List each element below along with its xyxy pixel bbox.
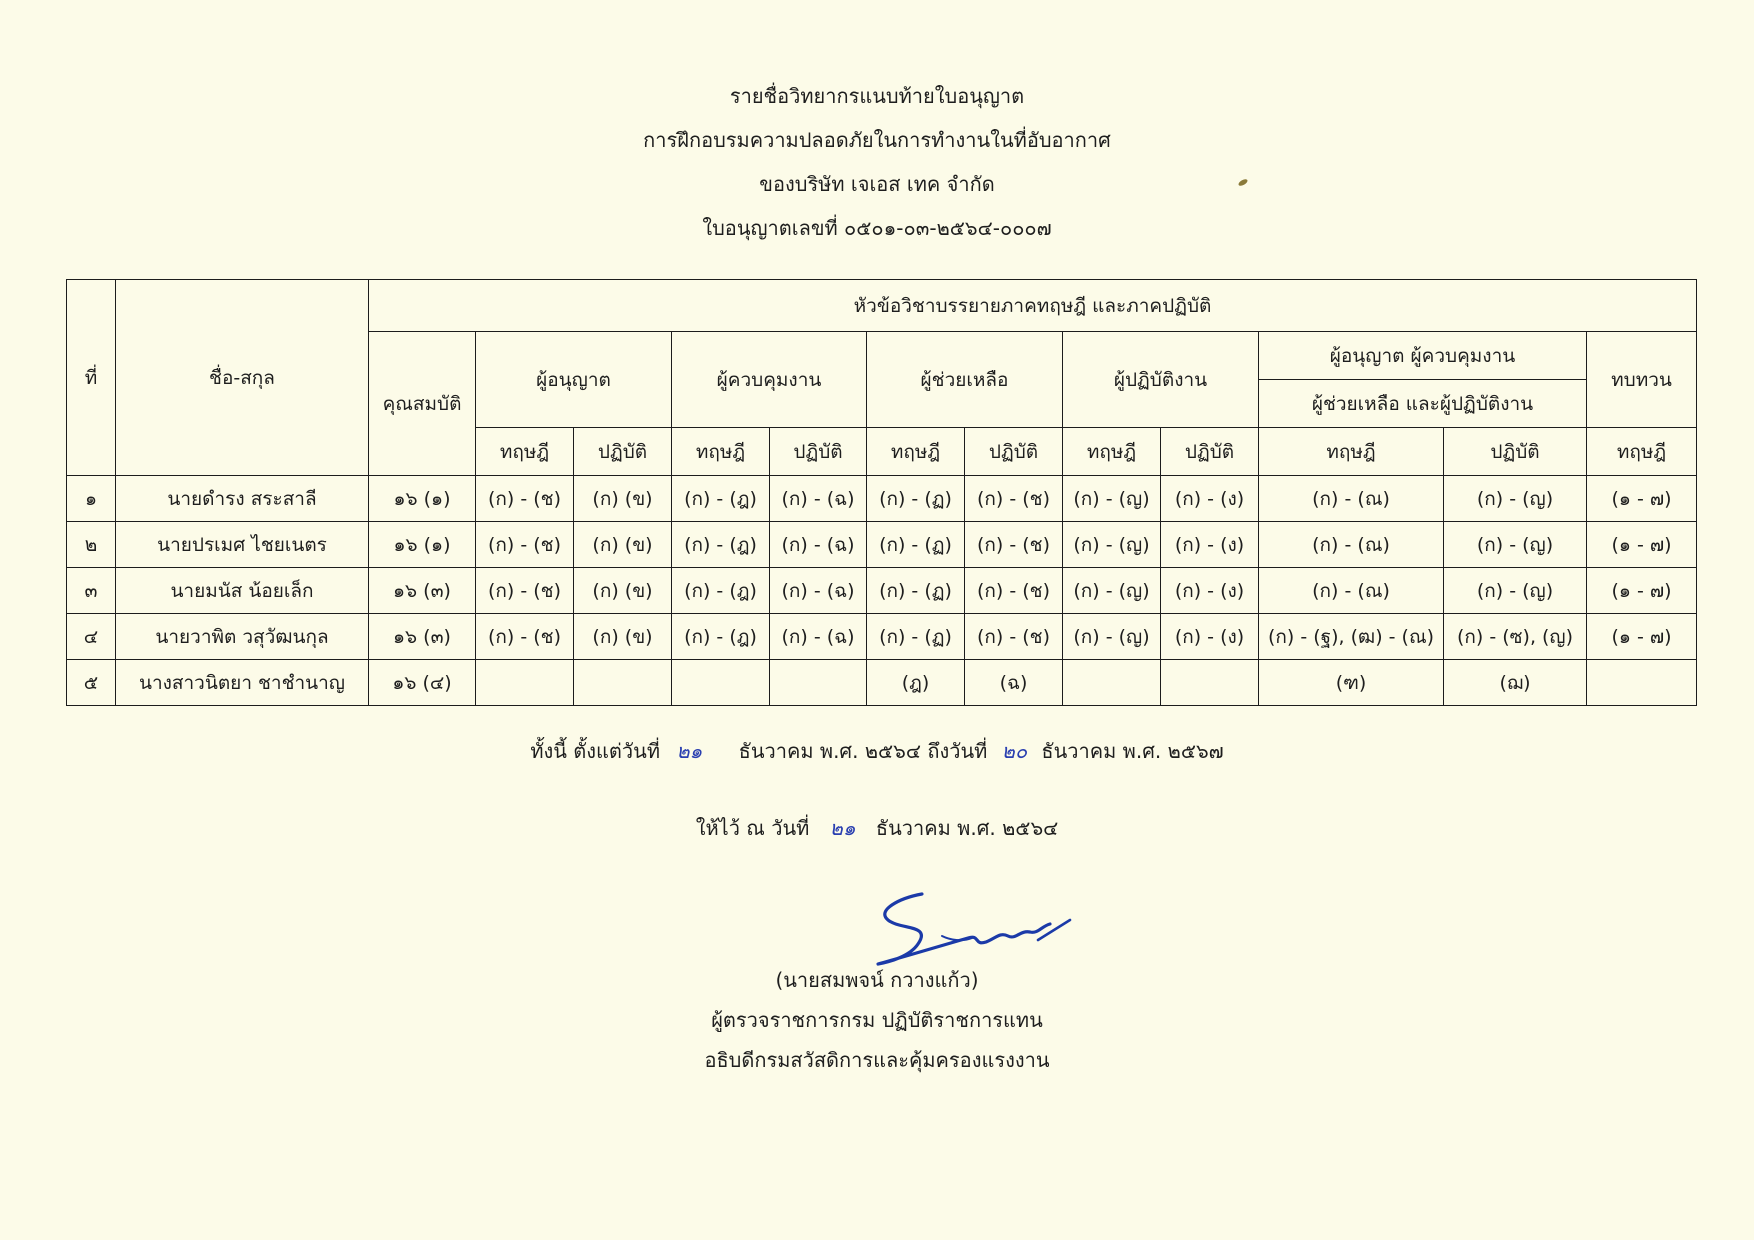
header-no: ที่ <box>67 280 116 476</box>
subheader-theory: ทฤษฎี <box>1063 428 1161 476</box>
row-topic-cell <box>1063 660 1161 706</box>
validity-end-day: ๒๐ <box>1001 739 1028 763</box>
row-topic-cell: (ก) - (ฉ) <box>770 522 867 568</box>
row-topic-cell: (ก) (ข) <box>574 614 672 660</box>
row-topic-cell: (ก) - (ณ) <box>1259 476 1444 522</box>
row-number: ๔ <box>67 614 116 660</box>
subheader-practice: ปฏิบัติ <box>1161 428 1259 476</box>
validity-start-day: ๒๑ <box>676 739 703 763</box>
row-topic-cell <box>672 660 770 706</box>
row-topic-cell: (ก) - (ฎ) <box>672 568 770 614</box>
row-topic-cell: (ก) (ข) <box>574 476 672 522</box>
header-title: รายชื่อวิทยากรแนบท้ายใบอนุญาต <box>729 84 1025 108</box>
row-topic-cell: (ก) - (ง) <box>1161 476 1259 522</box>
row-number: ๒ <box>67 522 116 568</box>
header-name: ชื่อ-สกุล <box>116 280 369 476</box>
row-name: นายปรเมศ ไชยเนตร <box>116 522 369 568</box>
row-topic-cell: (ก) - (ช) <box>476 522 574 568</box>
issued-rest: ธันวาคม พ.ศ. ๒๕๖๔ <box>875 816 1059 840</box>
row-topic-cell: (ก) - (ฏ) <box>867 476 965 522</box>
document-header <box>0 74 1754 250</box>
row-topic-cell <box>476 660 574 706</box>
subheader-theory: ทฤษฎี <box>1587 428 1697 476</box>
row-topic-cell: (ก) - (ฏ) <box>867 568 965 614</box>
table-row <box>67 476 1697 522</box>
row-topic-cell: (ก) (ข) <box>574 568 672 614</box>
validity-prefix: ทั้งนี้ ตั้งแต่วันที่ <box>530 739 661 763</box>
row-qualification: ๑๖ (๑) <box>369 476 476 522</box>
row-number: ๓ <box>67 568 116 614</box>
row-qualification: ๑๖ (๓) <box>369 614 476 660</box>
row-topic-cell: (ก) - (ญ) <box>1063 522 1161 568</box>
row-name: นายวาพิต วสุวัฒนกุล <box>116 614 369 660</box>
issued-line <box>0 812 1754 844</box>
row-topic-cell: (ก) - (ช) <box>965 476 1063 522</box>
header-assistant: ผู้ช่วยเหลือ <box>867 332 1063 428</box>
row-topic-cell: (ก) - (ช) <box>965 522 1063 568</box>
header-review: ทบทวน <box>1587 332 1697 428</box>
row-topic-cell: (ก) - (ช) <box>476 614 574 660</box>
row-topic-cell: (ก) - (ง) <box>1161 522 1259 568</box>
header-license-number: ใบอนุญาตเลขที่ ๐๕๐๑-๐๓-๒๕๖๔-๐๐๐๗ <box>702 216 1052 240</box>
subheader-practice: ปฏิบัติ <box>965 428 1063 476</box>
header-company: ของบริษัท เจเอส เทค จำกัด <box>759 172 995 196</box>
row-topic-cell <box>770 660 867 706</box>
table-row <box>67 568 1697 614</box>
row-topic-cell <box>1161 660 1259 706</box>
row-topic-cell: (ก) (ข) <box>574 522 672 568</box>
row-topic-cell: (๑ - ๗) <box>1587 476 1697 522</box>
row-topic-cell: (ก) - (ญ) <box>1063 568 1161 614</box>
validity-start-rest: ธันวาคม พ.ศ. ๒๕๖๔ ถึงวันที่ <box>738 739 988 763</box>
header-licensee: ผู้อนุญาต <box>476 332 672 428</box>
row-topic-cell: (ก) - (ช) <box>476 568 574 614</box>
signatory-name: (นายสมพจน์ กวางแก้ว) <box>775 968 979 992</box>
row-topic-cell: (๑ - ๗) <box>1587 614 1697 660</box>
row-topic-cell: (๑ - ๗) <box>1587 522 1697 568</box>
row-topic-cell: (ก) - (ฏ) <box>867 614 965 660</box>
signatory-position-1: ผู้ตรวจราชการกรม ปฏิบัติราชการแทน <box>711 1008 1043 1032</box>
row-name: นางสาวนิตยา ชาชำนาญ <box>116 660 369 706</box>
row-topic-cell: (ก) - (ญ) <box>1444 522 1587 568</box>
issued-prefix: ให้ไว้ ณ วันที่ <box>695 816 810 840</box>
row-topic-cell: (ก) - (ช) <box>476 476 574 522</box>
header-topics: หัวข้อวิชาบรรยายภาคทฤษฎี และภาคปฏิบัติ <box>369 280 1697 332</box>
header-worker: ผู้ปฏิบัติงาน <box>1063 332 1259 428</box>
subheader-practice: ปฏิบัติ <box>574 428 672 476</box>
issued-day: ๒๑ <box>829 816 856 840</box>
row-topic-cell: (ก) - (ซ), (ญ) <box>1444 614 1587 660</box>
row-topic-cell: (ก) - (ฉ) <box>770 568 867 614</box>
row-topic-cell: (ฑ) <box>1259 660 1444 706</box>
signatory-position-2: อธิบดีกรมสวัสดิการและคุ้มครองแรงงาน <box>704 1048 1050 1072</box>
table-row <box>67 522 1697 568</box>
row-topic-cell: (ก) - (ฉ) <box>770 476 867 522</box>
subheader-theory: ทฤษฎี <box>476 428 574 476</box>
row-topic-cell <box>574 660 672 706</box>
header-qualification: คุณสมบัติ <box>369 332 476 476</box>
row-topic-cell: (ก) - (ญ) <box>1063 614 1161 660</box>
row-topic-cell: (ก) - (ณ) <box>1259 522 1444 568</box>
row-topic-cell: (ก) - (ช) <box>965 614 1063 660</box>
validity-end-rest: ธันวาคม พ.ศ. ๒๕๖๗ <box>1041 739 1224 763</box>
row-qualification: ๑๖ (๓) <box>369 568 476 614</box>
subheader-theory: ทฤษฎี <box>672 428 770 476</box>
row-topic-cell: (ก) - (ฎ) <box>672 614 770 660</box>
subheader-theory: ทฤษฎี <box>1259 428 1444 476</box>
row-topic-cell: (ก) - (ง) <box>1161 614 1259 660</box>
row-topic-cell: (ฎ) <box>867 660 965 706</box>
row-topic-cell <box>1587 660 1697 706</box>
header-course: การฝึกอบรมความปลอดภัยในการทำงานในที่อับอากาศ <box>643 128 1111 152</box>
row-topic-cell: (๑ - ๗) <box>1587 568 1697 614</box>
subheader-practice: ปฏิบัติ <box>770 428 867 476</box>
table-row <box>67 660 1697 706</box>
header-combined-2: ผู้ช่วยเหลือ และผู้ปฏิบัติงาน <box>1259 380 1587 428</box>
row-topic-cell: (ก) - (ณ) <box>1259 568 1444 614</box>
row-topic-cell: (ก) - (ง) <box>1161 568 1259 614</box>
row-topic-cell: (ก) - (ฎ) <box>672 522 770 568</box>
row-topic-cell: (ก) - (ญ) <box>1063 476 1161 522</box>
row-topic-cell: (ก) - (ฎ) <box>672 476 770 522</box>
signatory-block <box>0 960 1754 1080</box>
header-supervisor: ผู้ควบคุมงาน <box>672 332 867 428</box>
row-name: นายดำรง สระสาลี <box>116 476 369 522</box>
row-name: นายมนัส น้อยเล็ก <box>116 568 369 614</box>
validity-line <box>0 735 1754 767</box>
subheader-theory: ทฤษฎี <box>867 428 965 476</box>
subheader-practice: ปฏิบัติ <box>1444 428 1587 476</box>
row-topic-cell: (ก) - (ญ) <box>1444 568 1587 614</box>
row-topic-cell: (ฌ) <box>1444 660 1587 706</box>
row-qualification: ๑๖ (๑) <box>369 522 476 568</box>
row-topic-cell: (ก) - (ฉ) <box>770 614 867 660</box>
table-row <box>67 614 1697 660</box>
row-topic-cell: (ก) - (ฏ) <box>867 522 965 568</box>
row-topic-cell: (ฉ) <box>965 660 1063 706</box>
row-topic-cell: (ก) - (ฐ), (ฒ) - (ณ) <box>1259 614 1444 660</box>
row-qualification: ๑๖ (๔) <box>369 660 476 706</box>
row-number: ๕ <box>67 660 116 706</box>
instructor-table <box>66 279 1697 706</box>
row-topic-cell: (ก) - (ช) <box>965 568 1063 614</box>
row-number: ๑ <box>67 476 116 522</box>
row-topic-cell: (ก) - (ญ) <box>1444 476 1587 522</box>
header-combined-1: ผู้อนุญาต ผู้ควบคุมงาน <box>1259 332 1587 380</box>
